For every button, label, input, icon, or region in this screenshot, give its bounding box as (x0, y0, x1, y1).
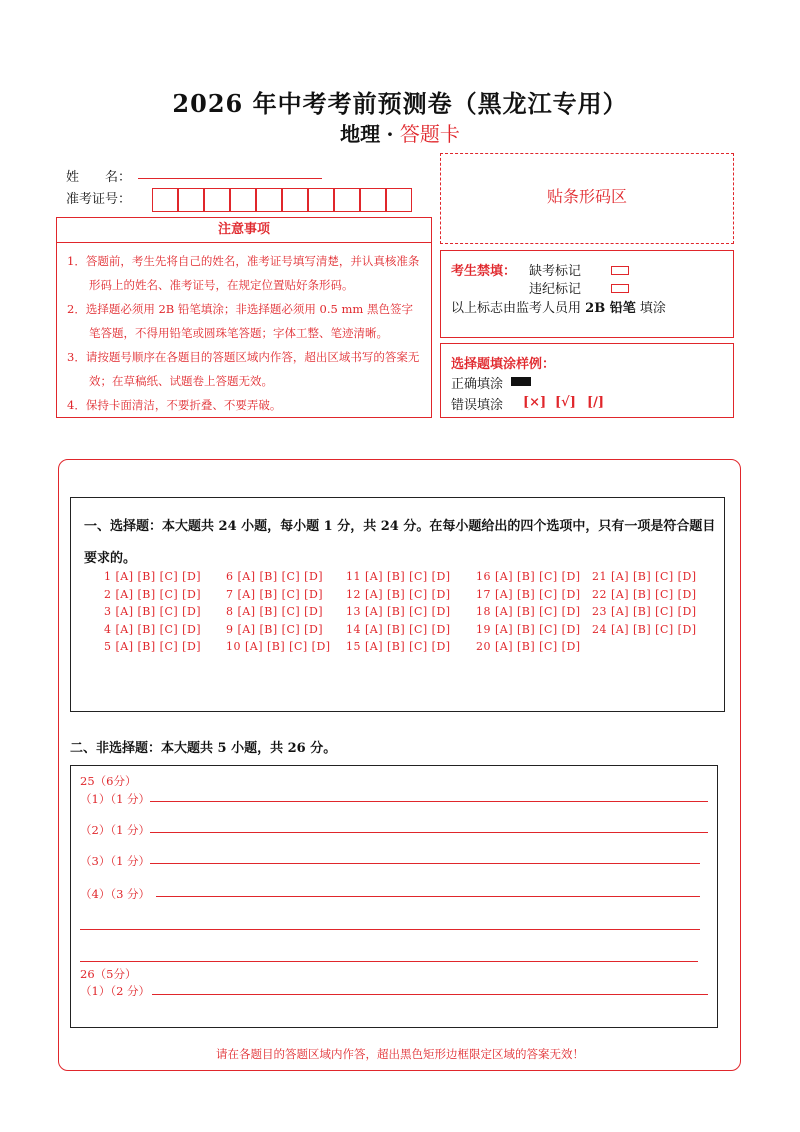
id-digit-box[interactable] (256, 188, 282, 212)
mc-question-10[interactable]: 10 [A] [B] [C] [D] (226, 640, 331, 653)
mc-question-12[interactable]: 12 [A] [B] [C] [D] (346, 588, 451, 601)
forbid-note (451, 297, 666, 316)
notice-list (57, 243, 431, 417)
wrong-mark-x: [×] (523, 395, 547, 410)
q25-1-answer-line[interactable] (150, 801, 708, 802)
mc-question-18[interactable]: 18 [A] [B] [C] [D] (476, 605, 581, 618)
footer-note: 请在各题目的答题区域内作答，超出黑色矩形边框限定区域的答案无效！ (216, 1047, 584, 1061)
mc-question-2[interactable]: 2 [A] [B] [C] [D] (104, 588, 202, 601)
q25-4-answer-line[interactable] (156, 896, 700, 897)
mc-question-23[interactable]: 23 [A] [B] [C] [D] (592, 605, 697, 618)
correct-fill-label: 正确填涂 (451, 377, 504, 392)
forbid-note-text: 以上标志由监考人员用 (451, 301, 582, 316)
q25-1-label: （1）（1 分） (80, 792, 151, 806)
q25-4-answer-line-2[interactable] (80, 929, 700, 930)
q26-1-answer-line[interactable] (152, 994, 708, 995)
id-digit-box[interactable] (178, 188, 204, 212)
mc-question-5[interactable]: 5 [A] [B] [C] [D] (104, 640, 202, 653)
mc-question-20[interactable]: 20 [A] [B] [C] [D] (476, 640, 581, 653)
q26-label: 26（5分） (80, 967, 137, 981)
id-digit-box[interactable] (152, 188, 178, 212)
mc-question-6[interactable]: 6 [A] [B] [C] [D] (226, 570, 324, 583)
name-field[interactable] (138, 178, 322, 179)
mc-question-13[interactable]: 13 [A] [B] [C] [D] (346, 605, 451, 618)
name-label: 姓 名： (66, 170, 132, 185)
notice-heading: 注意事项 (57, 218, 431, 243)
mc-question-1[interactable]: 1 [A] [B] [C] [D] (104, 570, 202, 583)
essay-title: 二、非选择题：本大题共 5 小题，共 26 分。 (70, 741, 337, 756)
mc-question-11[interactable]: 11 [A] [B] [C] [D] (346, 570, 451, 583)
page-subtitle (0, 118, 800, 147)
examiner-only-panel (440, 250, 734, 338)
mc-question-21[interactable]: 21 [A] [B] [C] [D] (592, 570, 697, 583)
q25-3-label: （3）（1 分） (80, 854, 151, 868)
notice-item: 2．选择题必须用 2B 铅笔填涂；非选择题必须用 0.5 mm 黑色签字笔答题，不得用铅笔或圆珠笔答题；字体工整、笔迹清晰。 (67, 302, 413, 340)
id-digit-box[interactable] (360, 188, 386, 212)
wrong-fill-label: 错误填涂 (451, 398, 504, 413)
q25-4-label: （4）（3 分） (80, 887, 151, 901)
absent-label: 缺考标记 (529, 264, 582, 279)
q26-1-label: （1）（2 分） (80, 984, 151, 998)
wrong-mark-check: [√] (555, 395, 576, 410)
barcode-area: 贴条形码区 (440, 153, 734, 244)
q25-label: 25（6分） (80, 774, 137, 788)
subject-dot: · (386, 122, 394, 146)
forbid-note-end: 填涂 (639, 301, 666, 316)
notice-item: 1．答题前，考生先将自己的姓名，准考证号填写清楚，并认真核准条形码上的姓名、准考证号，在规定位置贴好条形码。 (67, 254, 420, 292)
page-title: 2026 年中考考前预测卷（黑龙江专用） (172, 89, 628, 118)
forbid-label: 考生禁填： (451, 264, 517, 279)
mc-question-19[interactable]: 19 [A] [B] [C] [D] (476, 623, 581, 636)
mc-question-3[interactable]: 3 [A] [B] [C] [D] (104, 605, 202, 618)
mc-question-24[interactable]: 24 [A] [B] [C] [D] (592, 623, 697, 636)
absent-mark-box[interactable] (611, 263, 629, 278)
notice-panel (56, 217, 432, 418)
wrong-mark-slash: [/] (587, 395, 605, 410)
id-digit-box[interactable] (386, 188, 412, 212)
card-label: 答题卡 (399, 122, 460, 146)
mc-question-14[interactable]: 14 [A] [B] [C] [D] (346, 623, 451, 636)
exam-id-boxes[interactable] (152, 188, 412, 212)
id-digit-box[interactable] (308, 188, 334, 212)
mc-question-9[interactable]: 9 [A] [B] [C] [D] (226, 623, 324, 636)
mc-question-8[interactable]: 8 [A] [B] [C] [D] (226, 605, 324, 618)
violation-label: 违纪标记 (529, 282, 582, 297)
mc-question-7[interactable]: 7 [A] [B] [C] [D] (226, 588, 324, 601)
id-digit-box[interactable] (282, 188, 308, 212)
sample-heading: 选择题填涂样例： (451, 357, 556, 372)
id-digit-box[interactable] (204, 188, 230, 212)
mc-question-15[interactable]: 15 [A] [B] [C] [D] (346, 640, 451, 653)
notice-item: 3．请按题号顺序在各题目的答题区域内作答，超出区域书写的答案无效；在草稿纸、试题卷上答题无效。 (67, 350, 420, 388)
q25-2-answer-line[interactable] (150, 832, 708, 833)
mc-question-22[interactable]: 22 [A] [B] [C] [D] (592, 588, 697, 601)
mc-question-4[interactable]: 4 [A] [B] [C] [D] (104, 623, 202, 636)
q25-2-label: （2）（1 分） (80, 823, 151, 837)
fill-sample-panel (440, 343, 734, 418)
id-label: 准考证号： (66, 192, 132, 207)
notice-item: 4．保持卡面清洁，不要折叠、不要弄破。 (67, 398, 282, 412)
forbid-note-pencil: 2B 铅笔 (585, 301, 636, 316)
correct-fill-mark (511, 374, 531, 389)
id-digit-box[interactable] (230, 188, 256, 212)
mc-question-17[interactable]: 17 [A] [B] [C] [D] (476, 588, 581, 601)
mc-title: 一、选择题：本大题共 24 小题，每小题 1 分，共 24 分。在每小题给出的四个选项中，只有一项是符合题目要求的。 (84, 519, 716, 566)
subject-label: 地理 (340, 122, 381, 146)
violation-mark-box[interactable] (611, 281, 629, 296)
q25-4-answer-line-3[interactable] (80, 961, 698, 962)
q25-3-answer-line[interactable] (150, 863, 700, 864)
mc-question-16[interactable]: 16 [A] [B] [C] [D] (476, 570, 581, 583)
id-digit-box[interactable] (334, 188, 360, 212)
